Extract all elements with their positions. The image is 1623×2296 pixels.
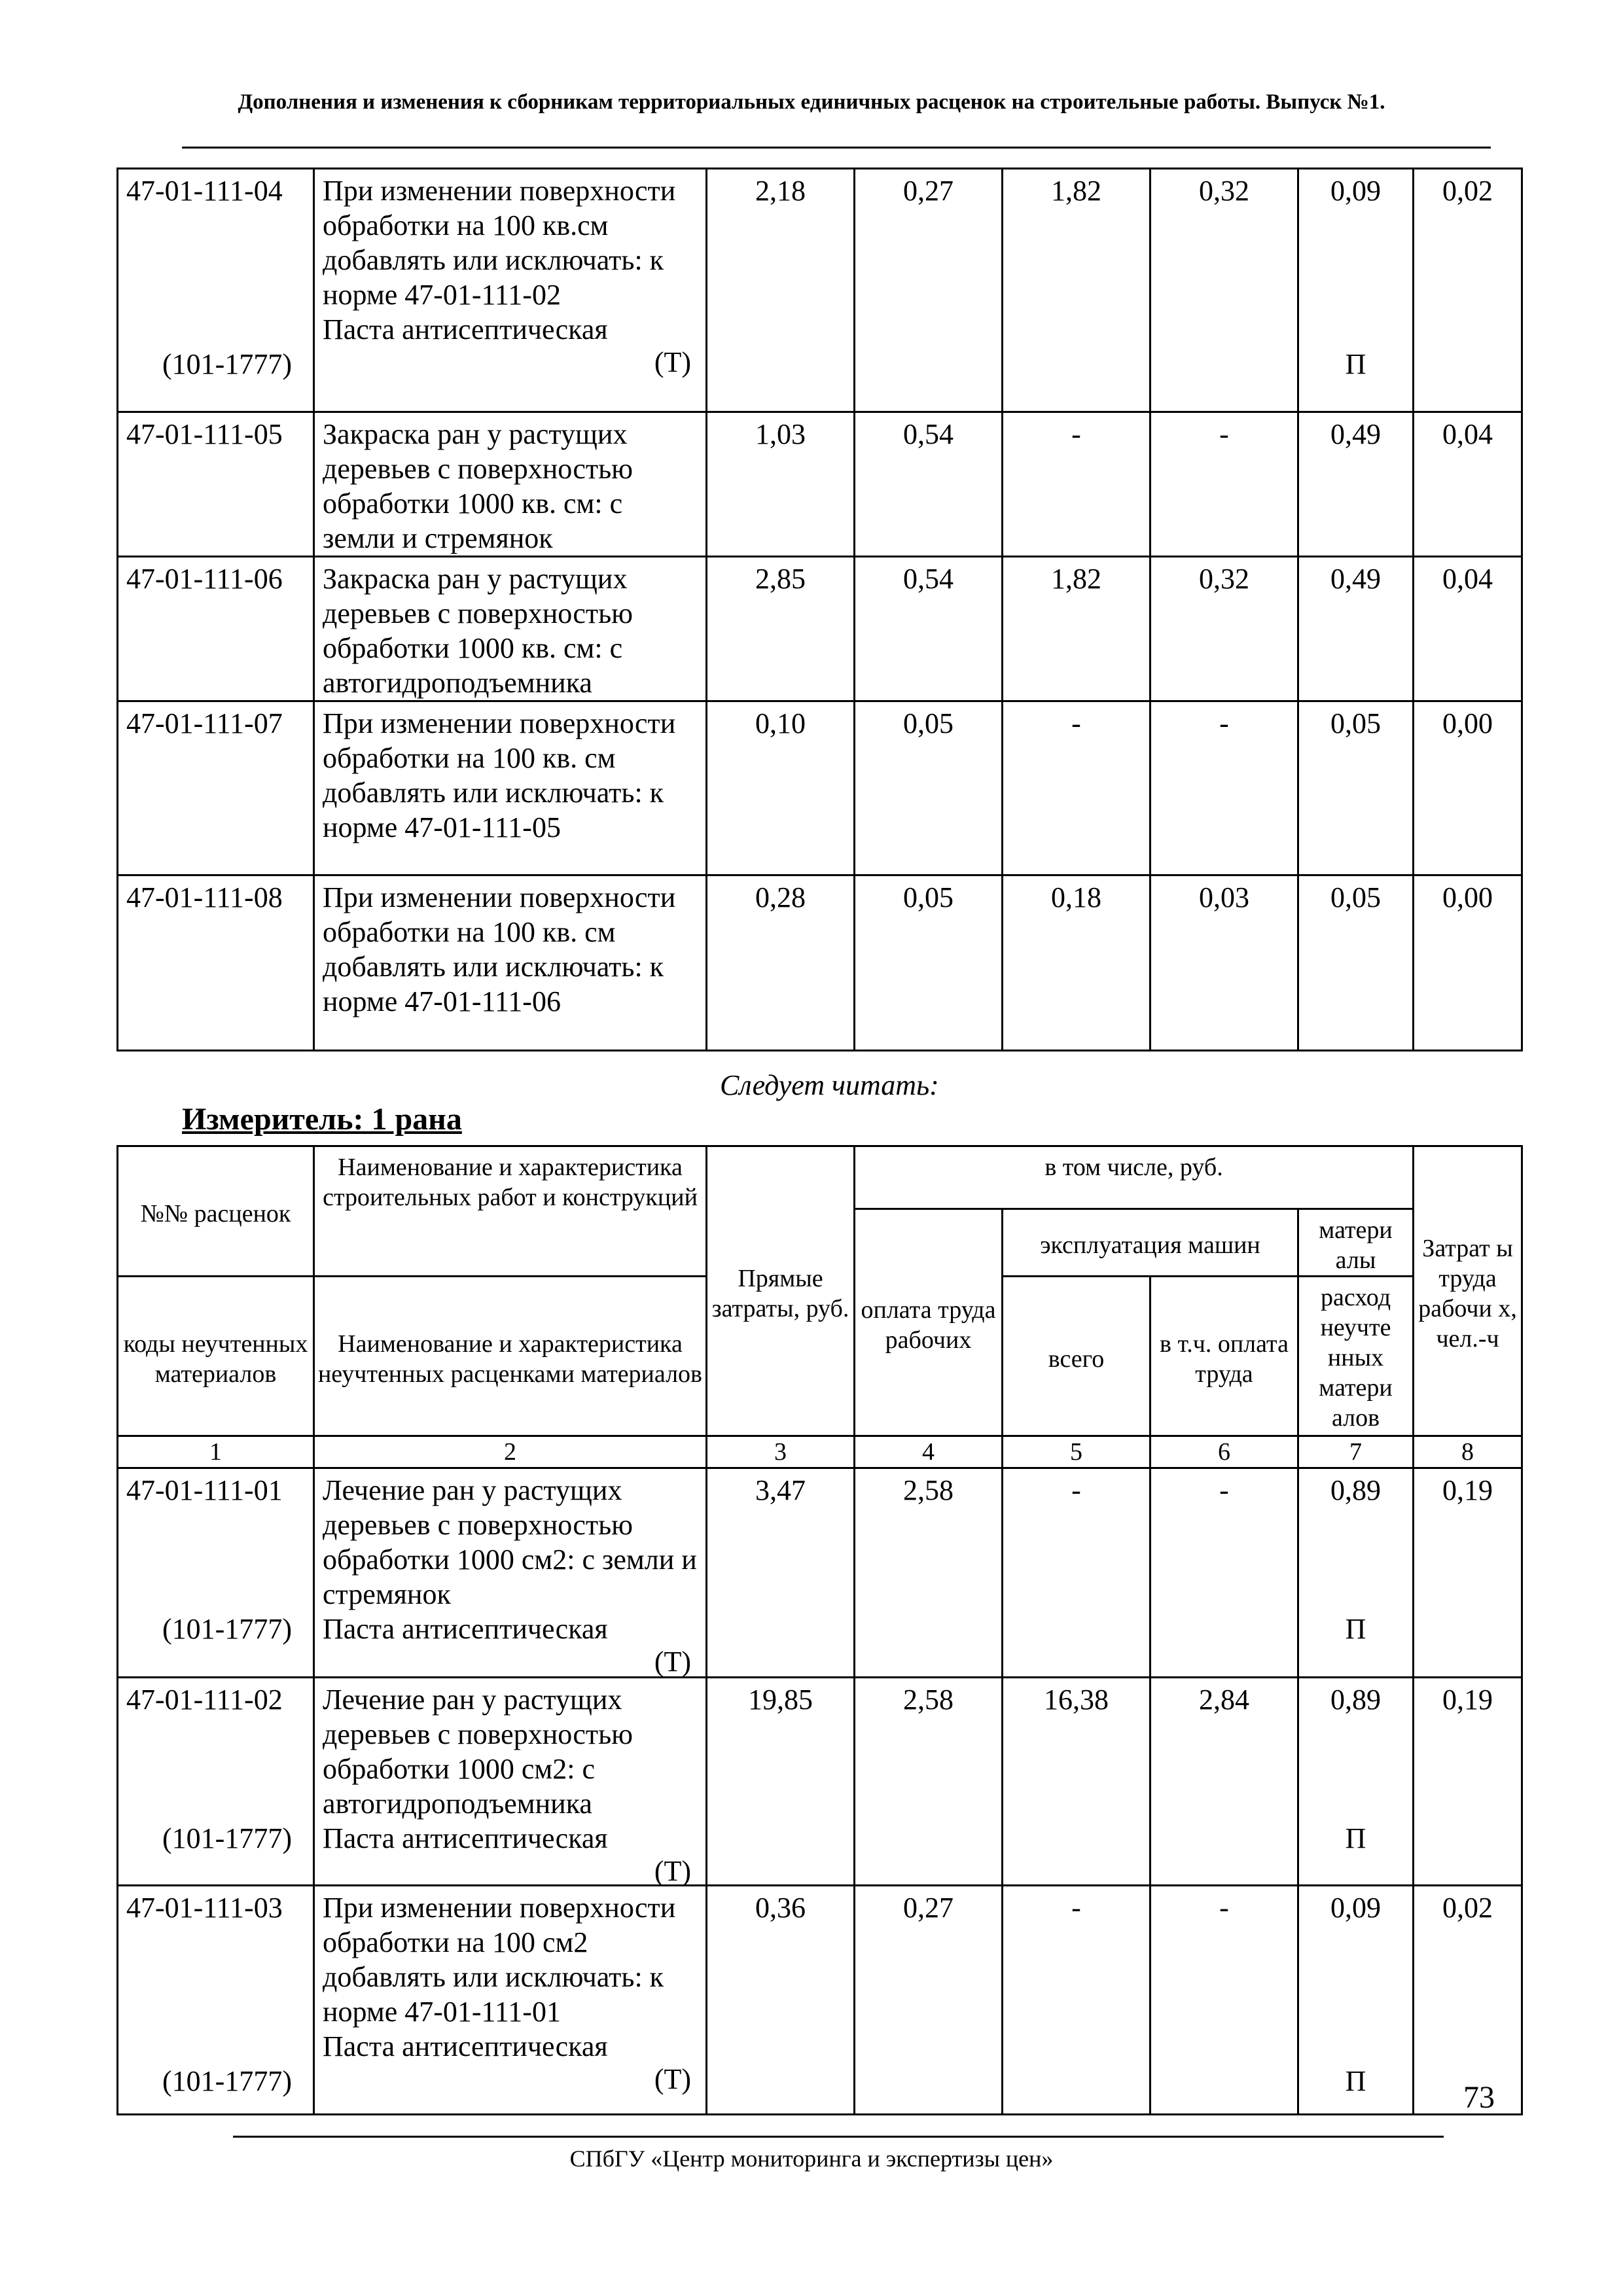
materials: 0,05 (1298, 875, 1414, 1051)
direct-cost: 0,10 (707, 701, 855, 875)
rate-code: 47-01-111-01 (126, 1474, 283, 1506)
wages: 0,27 (855, 169, 1003, 412)
rate-name: При изменении поверхности обработки на 100 кв.см добавлять или исключать: к норме 47-01-111-02 (323, 175, 676, 311)
materials-cell (1298, 169, 1414, 412)
corrected-price-table (116, 1145, 1523, 2115)
rate-name: При изменении поверхности обработки на 100 см2 добавлять или исключать: к норме 47-01-111-01 (323, 1892, 676, 2028)
header-rate-name: Наименование и характеристика строительных работ и конструкций (314, 1146, 707, 1277)
header-labor: Затрат ы труда рабочи х, чел.-ч (1414, 1146, 1522, 1436)
material-code: (101-1777) (162, 1822, 292, 1854)
header-materials: матери алы (1298, 1209, 1414, 1277)
table-row (118, 169, 1522, 412)
machines-total: 16,38 (1003, 1678, 1150, 1886)
rate-code-cell (118, 1678, 314, 1886)
measure-caption: Измеритель: 1 рана (182, 1102, 462, 1137)
table-row (118, 557, 1522, 701)
materials: 0,89 (1330, 1684, 1382, 1716)
col-number: 1 (118, 1436, 314, 1468)
material-mark: (Т) (654, 1855, 691, 1887)
wages: 2,58 (855, 1468, 1003, 1678)
table-row (118, 1886, 1522, 2115)
col-number: 4 (855, 1436, 1003, 1468)
labor: 0,04 (1414, 412, 1522, 557)
materials-cell (1298, 1468, 1414, 1678)
footer-text: СПбГУ «Центр мониторинга и экспертизы цен» (569, 2146, 1054, 2172)
rate-code-cell (118, 1468, 314, 1678)
material-code: (101-1777) (162, 2065, 292, 2097)
direct-cost: 0,28 (707, 875, 855, 1051)
wages: 0,27 (855, 1886, 1003, 2115)
machines-total: 1,82 (1003, 169, 1150, 412)
top-price-table (116, 168, 1523, 1051)
material-mark: (Т) (654, 1646, 691, 1678)
rate-name: При изменении поверхности обработки на 100 кв. см добавлять или исключать: к норме 47-01-111-06 (314, 875, 707, 1051)
machines-wages: 0,32 (1150, 169, 1298, 412)
col-number: 3 (707, 1436, 855, 1468)
header-machines: эксплуатация машин (1003, 1209, 1298, 1277)
rate-code: 47-01-111-04 (126, 175, 283, 207)
rate-name-cell (314, 1678, 707, 1886)
header-rule (182, 147, 1491, 149)
rate-code: 47-01-111-07 (118, 701, 314, 875)
col-number: 5 (1003, 1436, 1150, 1468)
materials-cell (1298, 1886, 1414, 2115)
rate-name: При изменении поверхности обработки на 100 кв. см добавлять или исключать: к норме 47-01-111-05 (314, 701, 707, 875)
machines-wages: 0,32 (1150, 557, 1298, 701)
table-row (118, 875, 1522, 1051)
header-material-usage: расход неучте нных матери алов (1298, 1277, 1414, 1436)
labor: 0,00 (1414, 701, 1522, 875)
material-usage: П (1345, 1613, 1366, 1645)
materials: 0,49 (1298, 557, 1414, 701)
material-code: (101-1777) (162, 348, 292, 380)
rate-code-cell (118, 1886, 314, 2115)
header-rate-code: №№ расценок (118, 1146, 314, 1277)
materials-cell (1298, 1678, 1414, 1886)
table-row (118, 701, 1522, 875)
material-usage: П (1345, 2065, 1366, 2097)
rate-code: 47-01-111-08 (118, 875, 314, 1051)
direct-cost: 3,47 (707, 1468, 855, 1678)
rate-name: Закраска ран у растущих деревьев с поверхностью обработки 1000 кв. см: с земли и стремянок (314, 412, 707, 557)
running-header: Дополнения и изменения к сборникам территориальных единичных расценок на строительные работы. Выпуск №1. (238, 90, 1385, 114)
material-name: Паста антисептическая (323, 2030, 608, 2062)
machines-total: - (1003, 412, 1150, 557)
wages: 0,54 (855, 412, 1003, 557)
rate-name-cell (314, 1886, 707, 2115)
follow-caption: Следует читать: (720, 1069, 939, 1101)
materials: 0,49 (1298, 412, 1414, 557)
material-usage: П (1345, 348, 1366, 380)
wages: 0,05 (855, 701, 1003, 875)
labor: 0,04 (1414, 557, 1522, 701)
header-machines-wages: в т.ч. оплата труда (1150, 1277, 1298, 1436)
material-name: Паста антисептическая (323, 1613, 608, 1645)
rate-name: Лечение ран у растущих деревьев с поверхностью обработки 1000 см2: с автогидроподъемника (323, 1684, 633, 1820)
rate-code: 47-01-111-02 (126, 1684, 283, 1716)
rate-name: Закраска ран у растущих деревьев с поверхностью обработки 1000 кв. см: с автогидроподъемника (314, 557, 707, 701)
machines-wages: - (1150, 412, 1298, 557)
material-code: (101-1777) (162, 1613, 292, 1645)
rate-name-cell (314, 1468, 707, 1678)
machines-wages: 0,03 (1150, 875, 1298, 1051)
table-row (118, 412, 1522, 557)
rate-code: 47-01-111-06 (118, 557, 314, 701)
labor: 0,00 (1414, 875, 1522, 1051)
column-number-row (118, 1436, 1522, 1468)
page-number: 73 (1463, 2080, 1495, 2115)
material-name: Паста антисептическая (323, 1822, 608, 1854)
labor: 0,02 (1414, 169, 1522, 412)
wages: 0,54 (855, 557, 1003, 701)
header-material-names: Наименование и характеристика неучтенных расценками материалов (314, 1277, 707, 1436)
machines-total: - (1003, 701, 1150, 875)
machines-total: - (1003, 1886, 1150, 2115)
machines-wages: - (1150, 1468, 1298, 1678)
header-direct-cost: Прямые затраты, руб. (707, 1146, 855, 1436)
materials: 0,05 (1298, 701, 1414, 875)
material-mark: (Т) (654, 346, 691, 378)
material-name: Паста антисептическая (323, 313, 608, 345)
wages: 0,05 (855, 875, 1003, 1051)
materials: 0,09 (1330, 175, 1381, 207)
direct-cost: 2,18 (707, 169, 855, 412)
col-number: 8 (1414, 1436, 1522, 1468)
machines-wages: - (1150, 701, 1298, 875)
labor: 0,19 (1414, 1678, 1522, 1886)
rate-code: 47-01-111-03 (126, 1892, 283, 1924)
table-row (118, 1468, 1522, 1678)
col-number: 2 (314, 1436, 707, 1468)
materials: 0,89 (1330, 1474, 1382, 1506)
labor: 0,02 (1414, 1886, 1522, 2115)
header-wages: оплата труда рабочих (855, 1209, 1003, 1436)
header-material-codes: коды неучтенных материалов (118, 1277, 314, 1436)
wages: 2,58 (855, 1678, 1003, 1886)
direct-cost: 19,85 (707, 1678, 855, 1886)
direct-cost: 0,36 (707, 1886, 855, 2115)
header-row (118, 1146, 1522, 1209)
machines-total: 0,18 (1003, 875, 1150, 1051)
material-usage: П (1345, 1822, 1366, 1854)
rate-name-cell (314, 169, 707, 412)
header-machines-total: всего (1003, 1277, 1150, 1436)
materials: 0,09 (1330, 1892, 1382, 1924)
direct-cost: 2,85 (707, 557, 855, 701)
machines-total: - (1003, 1468, 1150, 1678)
footer-rule (233, 2136, 1444, 2138)
labor: 0,19 (1414, 1468, 1522, 1678)
col-number: 7 (1298, 1436, 1414, 1468)
rate-code-cell (118, 169, 314, 412)
material-mark: (Т) (654, 2063, 691, 2095)
machines-wages: - (1150, 1886, 1298, 2115)
machines-total: 1,82 (1003, 557, 1150, 701)
rate-name: Лечение ран у растущих деревьев с поверхностью обработки 1000 см2: с земли и стремянок (323, 1474, 697, 1610)
header-included: в том числе, руб. (855, 1146, 1414, 1209)
table-row (118, 1678, 1522, 1886)
direct-cost: 1,03 (707, 412, 855, 557)
rate-code: 47-01-111-05 (118, 412, 314, 557)
machines-wages: 2,84 (1150, 1678, 1298, 1886)
col-number: 6 (1150, 1436, 1298, 1468)
